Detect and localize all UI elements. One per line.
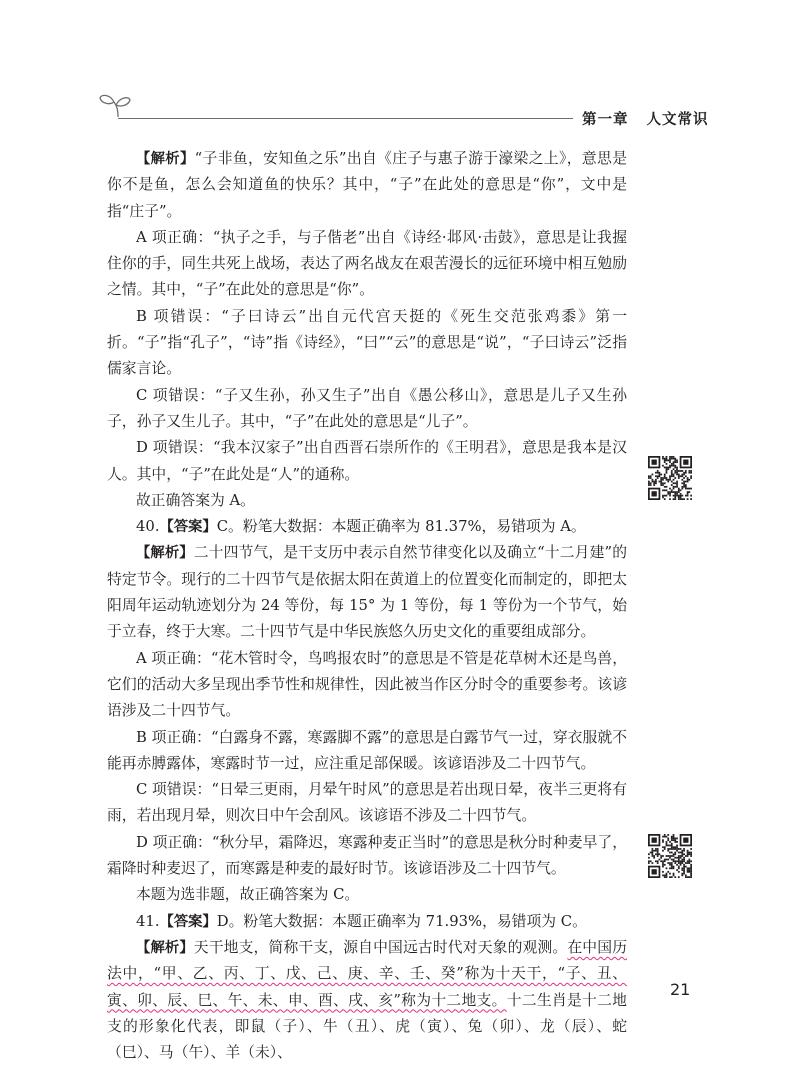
- analysis-label: 【解析】: [136, 939, 194, 956]
- q40-option-b: B 项正确：“白露身不露，寒露脚不露”的意思是白露节气一过，穿衣服就不能再赤膊露体，寒露时节一过，应注重足部保暖。该谚语涉及二十四节气。: [107, 728, 627, 772]
- analysis-label: 【解析】: [136, 151, 195, 167]
- analysis-label: 【解析】: [136, 545, 194, 562]
- answer-label: 【答案】: [159, 913, 217, 930]
- q41-answer: 41.【答案】D。粉笔大数据：本题正确率为 71.93%，易错项为 C。: [136, 912, 587, 930]
- highlighted-passage: 在中国历法中，“甲、乙、丙、丁、戊、己、庚、辛、壬、癸”称为十天干，“子、丑、寅、卯、辰、巳、午、未、申、酉、戌、亥”称为十二地支。: [107, 938, 627, 1009]
- q40-option-d: D 项正确：“秋分早，霜降迟，寒露种麦正当时”的意思是秋分时种麦早了，霜降时种麦迟了，而寒露是种麦的最好时节。该谚语涉及二十四节气。: [107, 833, 627, 878]
- q39-option-d: D 项错误：“我本汉家子”出自西晋石崇所作的《王明君》，意思是我本是汉人。其中，“子”在此处是“人”的通称。: [107, 439, 627, 483]
- q40-conclusion: 本题为选非题，故正确答案为 C。: [136, 886, 360, 904]
- chapter-heading: [582, 108, 709, 129]
- q39-option-a: A 项正确：“执子之手，与子偕老”出自《诗经·邶风·击鼓》，意思是让我握住你的手，同生共死上战场，表达了两名战友在艰苦漫长的远征环境中相互勉励之情。其中，“子”在此处的意思是“你”。: [107, 228, 627, 299]
- q39-conclusion: 故正确答案为 A。: [136, 491, 255, 509]
- header-rule: [118, 118, 573, 119]
- page-header: [0, 0, 800, 140]
- page-number: 21: [670, 980, 691, 999]
- q40-answer: 40.【答案】C。粉笔大数据：本题正确率为 81.37%，易错项为 A。: [136, 518, 586, 536]
- qr-code-icon[interactable]: [648, 456, 692, 500]
- q39-option-b: B 项错误：“子曰诗云”出自元代宫天挺的《死生交范张鸡黍》第一折。“子”指“孔子”，“诗”指《诗经》，“曰”“云”的意思是“说”，“子曰诗云”泛指儒家言论。: [107, 307, 627, 378]
- page-content: [107, 146, 627, 1066]
- q40-analysis: 【解析】二十四节气，是干支历中表示自然节律变化以及确立“十二月建”的特定节令。现行的二十四节气是依据太阳在黄道上的位置变化而制定的，即把太阳周年运动轨迹划分为 24 等份，每 15° 为 1 等份，每 1 等份为一个节气，始于立春，终于大寒。二十四节气是中华民族悠久历史文化的重要组成部分。: [107, 544, 627, 641]
- q39-option-c: C 项错误：“子又生孙，孙又生子”出自《愚公移山》，意思是儿子又生孙子，孙子又生儿子。其中，“子”在此处的意思是“儿子”。: [107, 386, 627, 430]
- sprout-icon: [98, 92, 132, 118]
- qr-code-icon[interactable]: [648, 834, 692, 878]
- answer-label: 【答案】: [159, 519, 217, 536]
- q41-analysis: 【解析】天干地支，简称干支，源自中国远古时代对天象的观测。在中国历法中，“甲、乙、丙、丁、戊、己、庚、辛、壬、癸”称为十天干，“子、丑、寅、卯、辰、巳、午、未、申、酉、戌、亥”称为十二地支。十二生肖是十二地支的形象化代表，即鼠（子）、牛（丑）、虎（寅）、兔（卯）、龙（辰）、蛇（巳）、马（午）、羊（未）、: [107, 938, 627, 1062]
- chapter-number: 第一章: [582, 112, 629, 128]
- question-number: 41.: [136, 912, 160, 930]
- question-number: 40.: [136, 518, 160, 536]
- q40-option-a: A 项正确：“花木管时令，鸟鸣报农时”的意思是不管是花草树木还是鸟兽，它们的活动大多呈现出季节性和规律性，因此被当作区分时令的重要参考。该谚语涉及二十四节气。: [107, 649, 627, 720]
- chapter-title: 人文常识: [646, 112, 709, 128]
- q39-analysis: 【解析】“子非鱼，安知鱼之乐”出自《庄子与惠子游于濠梁之上》，意思是你不是鱼，怎么会知道鱼的快乐？其中，“子”在此处的意思是“你”，文中是指“庄子”。: [107, 150, 628, 220]
- q40-option-c: C 项错误：“日晕三更雨，月晕午时风”的意思是若出现日晕，夜半三更将有雨，若出现月晕，则次日中午会刮风。该谚语不涉及二十四节气。: [107, 781, 627, 825]
